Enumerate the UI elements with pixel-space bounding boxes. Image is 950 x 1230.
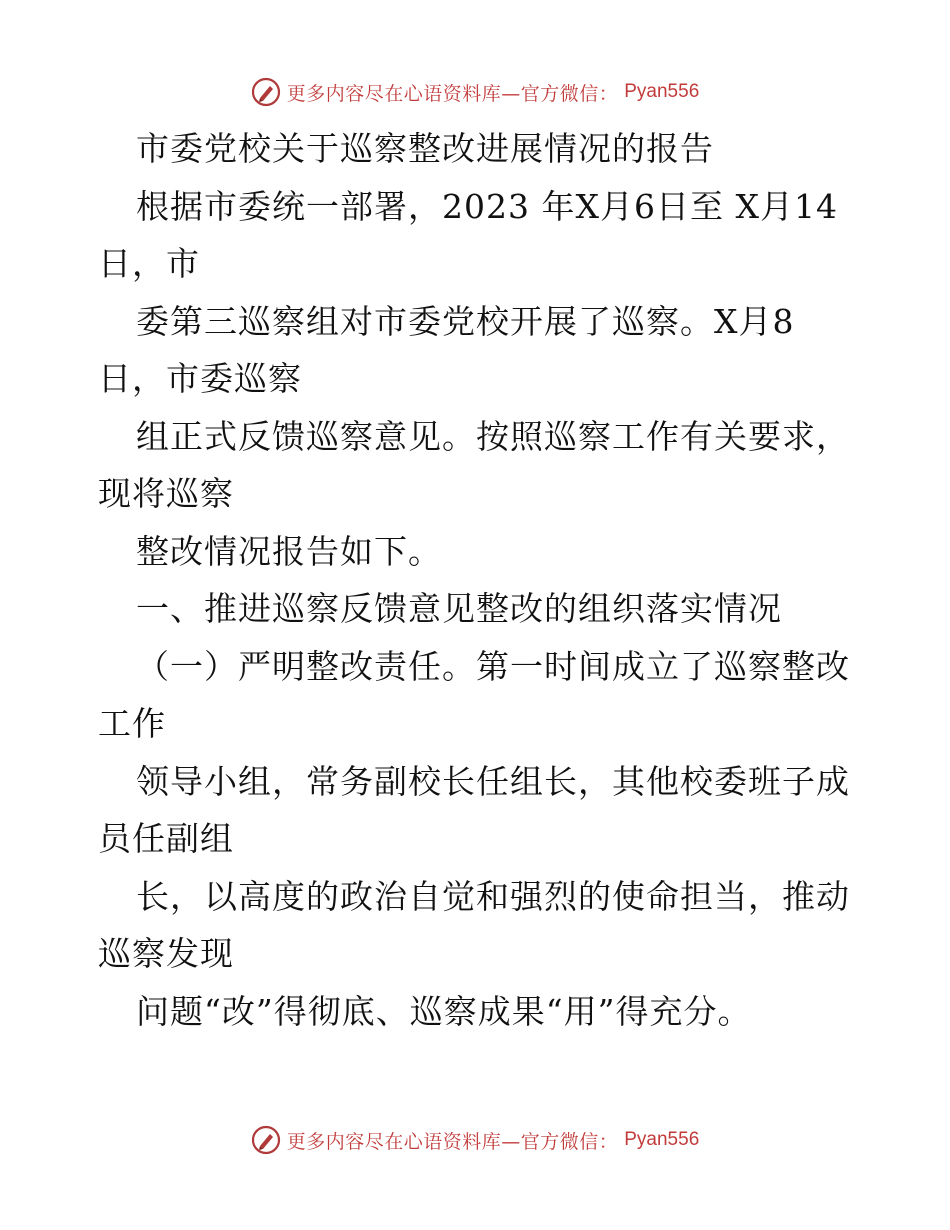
paragraph-line: 组正式反馈巡察意见。按照巡察工作有关要求， bbox=[136, 416, 850, 456]
paragraph-line: （一）严明整改责任。第一时间成立了巡察整改 bbox=[136, 646, 850, 686]
watermark-id: Pyan556 bbox=[624, 1129, 700, 1150]
pen-logo-icon bbox=[251, 77, 281, 107]
watermark-header bbox=[0, 72, 950, 112]
paragraph-line: 工作 bbox=[98, 704, 166, 743]
watermark-text: 更多内容尽在心语资料库—官方微信： bbox=[286, 1130, 619, 1153]
section-heading: 一、推进巡察反馈意见整改的组织落实情况 bbox=[136, 589, 782, 628]
paragraph-line: 委第三巡察组对市委党校开展了巡察。X月8 bbox=[136, 301, 795, 341]
watermark-id: Pyan556 bbox=[624, 81, 700, 102]
paragraph-line: 问题“改”得彻底、巡察成果“用”得充分。 bbox=[136, 991, 752, 1031]
paragraph-line: 日，市委巡察 bbox=[98, 359, 302, 398]
paragraph-line: 领导小组，常务副校长任组长，其他校委班子成 bbox=[136, 761, 850, 801]
paragraph-line: 根据市委统一部署，2023 年X月6日至 X月14 bbox=[136, 186, 838, 226]
watermark-footer bbox=[0, 1120, 950, 1160]
pen-logo-icon bbox=[251, 1125, 281, 1155]
paragraph-line: 员任副组 bbox=[98, 819, 234, 858]
document-body bbox=[98, 120, 858, 1040]
watermark-text: 更多内容尽在心语资料库—官方微信： bbox=[286, 82, 619, 105]
paragraph-line: 日，市 bbox=[98, 244, 200, 283]
paragraph-line: 整改情况报告如下。 bbox=[136, 531, 442, 571]
paragraph-line: 现将巡察 bbox=[98, 474, 234, 513]
paragraph-line: 长，以高度的政治自觉和强烈的使命担当，推动 bbox=[136, 876, 850, 916]
document-title: 市委党校关于巡察整改进展情况的报告 bbox=[136, 129, 714, 168]
paragraph-line: 巡察发现 bbox=[98, 934, 234, 973]
